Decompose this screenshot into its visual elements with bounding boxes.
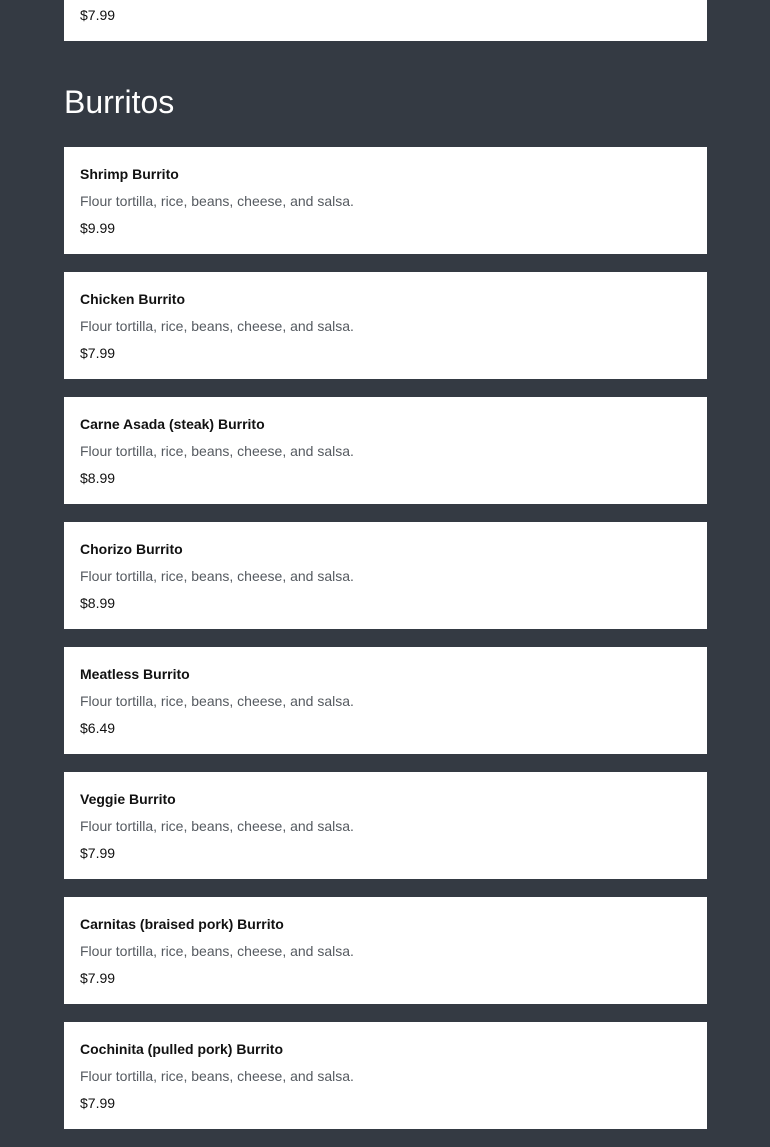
menu-item-card <box>64 772 707 879</box>
menu-item-card <box>64 1022 707 1129</box>
menu-item-name: Cochinita (pulled pork) Burrito <box>80 1041 283 1057</box>
menu-item-description: Flour tortilla, rice, beans, cheese, and salsa. <box>80 443 354 459</box>
menu-item-price: $9.99 <box>80 220 116 236</box>
menu-item-description: Flour tortilla, rice, beans, cheese, and salsa. <box>80 693 354 709</box>
menu-item-card <box>64 397 707 504</box>
menu-item-description: Flour tortilla, rice, beans, cheese, and salsa. <box>80 1068 354 1084</box>
menu-item-name: Meatless Burrito <box>80 666 190 682</box>
menu-page <box>64 0 707 1147</box>
menu-item-price: $7.99 <box>80 1095 116 1111</box>
menu-item-description: Flour tortilla, rice, beans, cheese, and salsa. <box>80 943 354 959</box>
menu-item-card <box>64 897 707 1004</box>
menu-item-price: $8.99 <box>80 470 116 486</box>
menu-item-description: Flour tortilla, rice, beans, cheese, and salsa. <box>80 193 354 209</box>
menu-item-price: $7.99 <box>80 7 116 23</box>
menu-item-description: Flour tortilla, rice, beans, cheese, and salsa. <box>80 818 354 834</box>
menu-item-description: Flour tortilla, rice, beans, cheese, and salsa. <box>80 318 354 334</box>
menu-item-card <box>64 147 707 254</box>
menu-item-description: Flour tortilla, rice, beans, cheese, and salsa. <box>80 568 354 584</box>
menu-item-name: Chicken Burrito <box>80 291 186 307</box>
menu-item-card <box>64 647 707 754</box>
section-title: Burritos <box>64 84 175 120</box>
menu-item-name: Carnitas (braised pork) Burrito <box>80 916 284 932</box>
menu-item-name: Veggie Burrito <box>80 791 176 807</box>
menu-item-price: $6.49 <box>80 720 116 736</box>
menu-item-name: Carne Asada (steak) Burrito <box>80 416 265 432</box>
menu-item-price: $7.99 <box>80 345 116 361</box>
menu-item-price: $8.99 <box>80 595 116 611</box>
menu-item-card <box>64 272 707 379</box>
menu-item-name: Shrimp Burrito <box>80 166 179 182</box>
menu-item-name: Chorizo Burrito <box>80 541 183 557</box>
menu-item-price: $7.99 <box>80 970 116 986</box>
menu-item-card <box>64 0 707 41</box>
menu-item-price: $7.99 <box>80 845 116 861</box>
menu-item-card <box>64 522 707 629</box>
